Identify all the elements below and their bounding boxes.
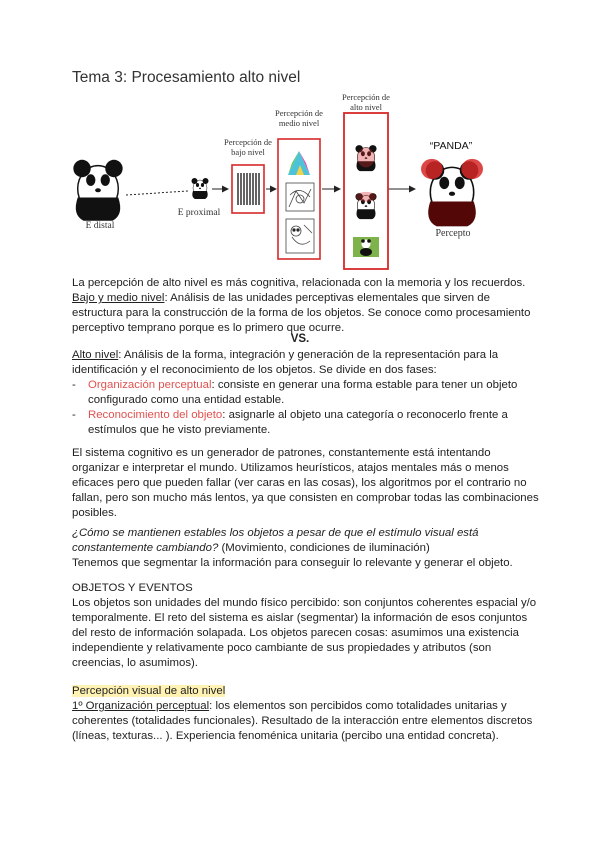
label-distal: E distal [85,221,115,231]
percept-panda-image [421,159,483,226]
paragraph-line: creencias, lo asumimos). [72,657,198,669]
paragraph-line: Los objetos son unidades del mundo físico percibido: son conjuntos coherentes espacial y/o [72,597,537,609]
bajo-medio-paragraph [72,291,542,336]
paragraph-line: eficaces pero que pueden fallar (ver caras en las cosas), los algoritmos por el contrario no [72,477,527,489]
question-line1: ¿Cómo se mantienen estables los objetos a pesar de que el estímulo visual está [72,527,479,539]
label-high-level: Percepción de alto nivel [342,92,390,112]
label-low-level: Percepción de bajo nivel [224,137,272,157]
alto-nivel-line2: identificación y el reconocimiento de los objetos. Se divide en dos fases: [72,364,437,376]
percepcion-visual-section [72,684,542,744]
objetos-heading: OBJETOS Y EVENTOS [72,582,193,594]
label-panda: “PANDA” [429,140,473,152]
label-mid-level: Percepción de medio nivel [275,108,323,128]
alto-nivel-paragraph [72,348,542,378]
question-paragraph [72,526,542,571]
alto-nivel-line1: : Análisis de la forma, integración y generación de la representación para la [118,349,499,361]
question-line3: Tenemos que segmentar la información para conseguir lo relevante y generar el objeto. [72,557,513,569]
percepcion-visual-heading: Percepción visual de alto nivel [72,685,226,697]
paragraph-line: temporalmente. El reto del sistema es aislar (segmentar) la información de esos conjuntos [72,612,528,624]
list-bullet: - [72,379,76,391]
sistema-cognitivo-paragraph [72,446,542,521]
list-term: Reconocimiento del objeto [88,409,223,421]
paragraph-line: organizar e interpretar el mundo. Utilizamos heurísticos, atajos mentales más o menos [72,462,509,474]
high-panda-photo [353,237,379,257]
objetos-paragraph [72,596,542,671]
list-line2: estímulos que he visto previamente. [88,424,271,436]
bajo-medio-line3: perceptivo temprano porque es lo primero que ocurre. [72,322,345,334]
list-item [72,408,538,438]
list-line2: configurado como una entidad estable. [88,394,285,406]
proximal-panda-image [192,178,209,199]
paragraph-line: El sistema cognitivo es un generador de patrones, constantemente está intentando [72,447,491,459]
page-title: Tema 3: Procesamiento alto nivel [72,69,301,86]
bajo-medio-line2: estructura para la construcción de la forma de los objetos. Se conoce como procesamiento [72,307,531,319]
distal-panda-image [73,160,122,221]
question-line2-italic: constantemente cambiando? [72,542,219,554]
organizacion-term: 1º Organización perceptual [72,700,210,712]
list-bullet: - [72,409,76,421]
percepcion-visual-line3: (líneas, texturas... ). Experiencia fenoménica unitaria (percibo una entidad concreta). [72,730,499,742]
paragraph-line: del resto de información solapada. Los objetos parecen cosas: asumimos una existencia [72,627,520,639]
alto-nivel-term: Alto nivel [72,349,119,361]
intro-paragraph: La percepción de alto nivel es más cognitiva, relacionada con la memoria y los recuerdos. [72,277,526,289]
bajo-medio-term: Bajo y medio nivel [72,292,165,304]
question-line2-rest: (Movimiento, condiciones de iluminación) [218,542,430,554]
percepcion-visual-line1: : los elementos son percibidos como totalidades unitarias y [209,700,507,712]
label-percept: Percepto [435,228,471,239]
label-proximal: E proximal [177,208,221,218]
paragraph-line: posibles. [72,507,117,519]
perception-diagram [60,85,540,275]
high-panda-2 [355,192,376,219]
list-item [72,378,538,408]
list-line1: : consiste en generar una forma estable para tener un objeto [211,379,518,391]
vs-separator: VS. [290,333,310,345]
paragraph-line: independiente y relativamente poco cambiante de sus propiedades y atributos (son [72,642,492,654]
list-line1: : asignarle al objeto una categoría o reconocerlo frente a [222,409,508,421]
bajo-medio-line1: : Análisis de las unidades perceptivas elementales que sirven de [164,292,490,304]
paragraph-line: fallan, pero son mucho más lentos, ya que consisten en comprobar todas las combinaciones [72,492,539,504]
high-panda-1 [355,145,376,171]
percepcion-visual-line2: coherentes (totalidades funcionales). Resultado de la interacción entre elementos discretos [72,715,533,727]
list-term: Organización perceptual [88,379,212,391]
